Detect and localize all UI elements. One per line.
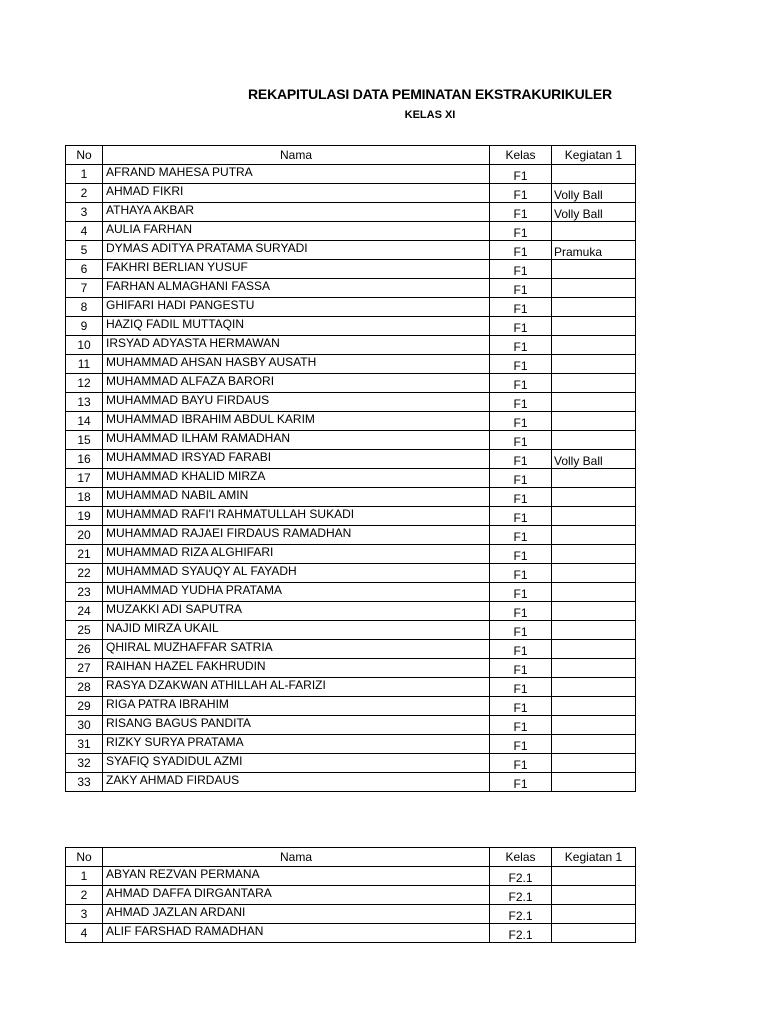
cell-no: 19 xyxy=(66,507,103,526)
header-kelas: Kelas xyxy=(490,146,552,165)
cell-no: 4 xyxy=(66,222,103,241)
cell-nama: ATHAYA AKBAR xyxy=(103,203,490,222)
table-header-row xyxy=(66,848,636,867)
cell-kegiatan xyxy=(552,469,636,488)
cell-kegiatan xyxy=(552,317,636,336)
cell-no: 8 xyxy=(66,298,103,317)
cell-no: 21 xyxy=(66,545,103,564)
cell-kelas: F1 xyxy=(490,564,552,583)
cell-nama: GHIFARI HADI PANGESTU xyxy=(103,298,490,317)
cell-nama: MUHAMMAD BAYU FIRDAUS xyxy=(103,393,490,412)
cell-kelas: F1 xyxy=(490,336,552,355)
cell-kelas: F1 xyxy=(490,241,552,260)
table-row xyxy=(66,507,636,526)
cell-nama: MUHAMMAD IBRAHIM ABDUL KARIM xyxy=(103,412,490,431)
table-row xyxy=(66,241,636,260)
cell-no: 13 xyxy=(66,393,103,412)
table-row xyxy=(66,602,636,621)
cell-kelas: F1 xyxy=(490,545,552,564)
cell-no: 6 xyxy=(66,260,103,279)
cell-kelas: F1 xyxy=(490,697,552,716)
cell-no: 14 xyxy=(66,412,103,431)
cell-kegiatan xyxy=(552,583,636,602)
cell-kelas: F1 xyxy=(490,412,552,431)
cell-kelas: F1 xyxy=(490,716,552,735)
cell-nama: HAZIQ FADIL MUTTAQIN xyxy=(103,317,490,336)
cell-kelas: F1 xyxy=(490,222,552,241)
cell-no: 25 xyxy=(66,621,103,640)
cell-kelas: F1 xyxy=(490,621,552,640)
table-row xyxy=(66,374,636,393)
cell-no: 20 xyxy=(66,526,103,545)
header-nama: Nama xyxy=(103,146,490,165)
cell-kegiatan xyxy=(552,412,636,431)
cell-kelas: F1 xyxy=(490,640,552,659)
cell-nama: MUHAMMAD RIZA ALGHIFARI xyxy=(103,545,490,564)
cell-kelas: F1 xyxy=(490,279,552,298)
cell-kelas: F1 xyxy=(490,754,552,773)
table-row xyxy=(66,886,636,905)
cell-kegiatan xyxy=(552,545,636,564)
table-row xyxy=(66,526,636,545)
table-row xyxy=(66,867,636,886)
cell-nama: MUHAMMAD AHSAN HASBY AUSATH xyxy=(103,355,490,374)
cell-nama: MUHAMMAD SYAUQY AL FAYADH xyxy=(103,564,490,583)
cell-kegiatan xyxy=(552,222,636,241)
cell-nama: MUHAMMAD KHALID MIRZA xyxy=(103,469,490,488)
table-row xyxy=(66,924,636,943)
cell-no: 18 xyxy=(66,488,103,507)
header-kelas: Kelas xyxy=(490,848,552,867)
table-row xyxy=(66,222,636,241)
table-row xyxy=(66,355,636,374)
table-row xyxy=(66,336,636,355)
cell-nama: RASYA DZAKWAN ATHILLAH AL-FARIZI xyxy=(103,678,490,697)
header-no: No xyxy=(66,146,103,165)
cell-kelas: F1 xyxy=(490,260,552,279)
cell-kegiatan xyxy=(552,526,636,545)
cell-no: 2 xyxy=(66,886,103,905)
cell-kegiatan xyxy=(552,640,636,659)
cell-kelas: F1 xyxy=(490,583,552,602)
cell-no: 22 xyxy=(66,564,103,583)
cell-nama: ZAKY AHMAD FIRDAUS xyxy=(103,773,490,792)
cell-kegiatan xyxy=(552,697,636,716)
cell-no: 17 xyxy=(66,469,103,488)
cell-no: 28 xyxy=(66,678,103,697)
document-title: REKAPITULASI DATA PEMINATAN EKSTRAKURIKULER xyxy=(248,86,612,102)
table-row xyxy=(66,905,636,924)
cell-kegiatan xyxy=(552,659,636,678)
table-row xyxy=(66,260,636,279)
cell-kelas: F1 xyxy=(490,602,552,621)
cell-kelas: F1 xyxy=(490,773,552,792)
cell-kelas: F1 xyxy=(490,203,552,222)
cell-kegiatan xyxy=(552,507,636,526)
table-row xyxy=(66,735,636,754)
cell-kegiatan xyxy=(552,374,636,393)
cell-nama: MUHAMMAD RAJAEI FIRDAUS RAMADHAN xyxy=(103,526,490,545)
cell-kegiatan xyxy=(552,678,636,697)
cell-nama: FAKHRI BERLIAN YUSUF xyxy=(103,260,490,279)
student-table-f2-1 xyxy=(65,847,636,943)
table-row xyxy=(66,412,636,431)
cell-kelas: F1 xyxy=(490,526,552,545)
cell-nama: ABYAN REZVAN PERMANA xyxy=(103,867,490,886)
cell-kegiatan: Pramuka xyxy=(552,241,636,260)
cell-kegiatan xyxy=(552,602,636,621)
cell-kelas: F2.1 xyxy=(490,886,552,905)
cell-kelas: F1 xyxy=(490,298,552,317)
cell-no: 15 xyxy=(66,431,103,450)
header-kegiatan: Kegiatan 1 xyxy=(552,848,636,867)
cell-no: 3 xyxy=(66,203,103,222)
cell-no: 23 xyxy=(66,583,103,602)
cell-no: 11 xyxy=(66,355,103,374)
cell-nama: MUHAMMAD NABIL AMIN xyxy=(103,488,490,507)
cell-kelas: F1 xyxy=(490,735,552,754)
cell-nama: AHMAD DAFFA DIRGANTARA xyxy=(103,886,490,905)
table-row xyxy=(66,488,636,507)
cell-kelas: F1 xyxy=(490,507,552,526)
cell-kegiatan xyxy=(552,621,636,640)
cell-no: 7 xyxy=(66,279,103,298)
cell-nama: QHIRAL MUZHAFFAR SATRIA xyxy=(103,640,490,659)
cell-nama: MUHAMMAD YUDHA PRATAMA xyxy=(103,583,490,602)
header-no: No xyxy=(66,848,103,867)
cell-kegiatan xyxy=(552,355,636,374)
cell-no: 9 xyxy=(66,317,103,336)
cell-no: 26 xyxy=(66,640,103,659)
cell-no: 2 xyxy=(66,184,103,203)
cell-kegiatan xyxy=(552,924,636,943)
cell-kelas: F1 xyxy=(490,678,552,697)
table-row xyxy=(66,393,636,412)
table-row xyxy=(66,317,636,336)
cell-kegiatan xyxy=(552,279,636,298)
cell-nama: AHMAD FIKRI xyxy=(103,184,490,203)
cell-kelas: F1 xyxy=(490,450,552,469)
table-row xyxy=(66,716,636,735)
cell-kegiatan xyxy=(552,336,636,355)
cell-kelas: F1 xyxy=(490,317,552,336)
cell-kelas: F2.1 xyxy=(490,905,552,924)
table-header-row xyxy=(66,146,636,165)
cell-kegiatan xyxy=(552,298,636,317)
cell-nama: MUHAMMAD IRSYAD FARABI xyxy=(103,450,490,469)
table-row xyxy=(66,773,636,792)
cell-no: 32 xyxy=(66,754,103,773)
cell-nama: ALIF FARSHAD RAMADHAN xyxy=(103,924,490,943)
cell-no: 31 xyxy=(66,735,103,754)
cell-no: 33 xyxy=(66,773,103,792)
table-row xyxy=(66,754,636,773)
cell-nama: RIZKY SURYA PRATAMA xyxy=(103,735,490,754)
header-kegiatan: Kegiatan 1 xyxy=(552,146,636,165)
cell-kegiatan xyxy=(552,564,636,583)
cell-kegiatan xyxy=(552,431,636,450)
cell-kegiatan xyxy=(552,773,636,792)
cell-kegiatan xyxy=(552,735,636,754)
table-row xyxy=(66,659,636,678)
cell-kelas: F1 xyxy=(490,488,552,507)
cell-nama: AHMAD JAZLAN ARDANI xyxy=(103,905,490,924)
cell-no: 3 xyxy=(66,905,103,924)
table-row xyxy=(66,203,636,222)
cell-nama: DYMAS ADITYA PRATAMA SURYADI xyxy=(103,241,490,260)
cell-nama: RISANG BAGUS PANDITA xyxy=(103,716,490,735)
cell-kelas: F2.1 xyxy=(490,924,552,943)
cell-nama: NAJID MIRZA UKAIL xyxy=(103,621,490,640)
table-row xyxy=(66,545,636,564)
cell-nama: FARHAN ALMAGHANI FASSA xyxy=(103,279,490,298)
cell-kegiatan xyxy=(552,393,636,412)
cell-nama: MUHAMMAD RAFI'I RAHMATULLAH SUKADI xyxy=(103,507,490,526)
table-row xyxy=(66,165,636,184)
cell-no: 16 xyxy=(66,450,103,469)
table-row xyxy=(66,564,636,583)
table-row xyxy=(66,678,636,697)
header-nama: Nama xyxy=(103,848,490,867)
cell-nama: MUHAMMAD ALFAZA BARORI xyxy=(103,374,490,393)
table-row xyxy=(66,583,636,602)
document-subtitle: KELAS XI xyxy=(404,109,456,121)
table-row xyxy=(66,469,636,488)
cell-no: 12 xyxy=(66,374,103,393)
cell-nama: MUHAMMAD ILHAM RAMADHAN xyxy=(103,431,490,450)
cell-kegiatan xyxy=(552,260,636,279)
cell-kegiatan xyxy=(552,905,636,924)
cell-kelas: F1 xyxy=(490,165,552,184)
table-row xyxy=(66,621,636,640)
cell-nama: AFRAND MAHESA PUTRA xyxy=(103,165,490,184)
table-row xyxy=(66,279,636,298)
cell-no: 5 xyxy=(66,241,103,260)
cell-kelas: F1 xyxy=(490,469,552,488)
table-row xyxy=(66,431,636,450)
cell-nama: MUZAKKI ADI SAPUTRA xyxy=(103,602,490,621)
table-row xyxy=(66,184,636,203)
cell-no: 10 xyxy=(66,336,103,355)
cell-no: 1 xyxy=(66,867,103,886)
cell-kelas: F1 xyxy=(490,184,552,203)
cell-no: 30 xyxy=(66,716,103,735)
cell-nama: RAIHAN HAZEL FAKHRUDIN xyxy=(103,659,490,678)
cell-no: 27 xyxy=(66,659,103,678)
cell-kelas: F1 xyxy=(490,431,552,450)
cell-kegiatan xyxy=(552,886,636,905)
cell-no: 4 xyxy=(66,924,103,943)
cell-kelas: F1 xyxy=(490,355,552,374)
cell-kegiatan xyxy=(552,488,636,507)
cell-kelas: F1 xyxy=(490,393,552,412)
cell-kelas: F2.1 xyxy=(490,867,552,886)
cell-kegiatan xyxy=(552,716,636,735)
cell-no: 29 xyxy=(66,697,103,716)
cell-nama: IRSYAD ADYASTA HERMAWAN xyxy=(103,336,490,355)
cell-kegiatan xyxy=(552,165,636,184)
cell-no: 1 xyxy=(66,165,103,184)
table-row xyxy=(66,697,636,716)
cell-kegiatan xyxy=(552,867,636,886)
cell-kegiatan xyxy=(552,754,636,773)
cell-kelas: F1 xyxy=(490,374,552,393)
cell-kegiatan: Volly Ball xyxy=(552,184,636,203)
table-row xyxy=(66,298,636,317)
table-row xyxy=(66,640,636,659)
cell-kelas: F1 xyxy=(490,659,552,678)
cell-kegiatan: Volly Ball xyxy=(552,450,636,469)
cell-nama: AULIA FARHAN xyxy=(103,222,490,241)
table-row xyxy=(66,450,636,469)
cell-nama: SYAFIQ SYADIDUL AZMI xyxy=(103,754,490,773)
student-table-f1 xyxy=(65,145,636,792)
cell-no: 24 xyxy=(66,602,103,621)
cell-kegiatan: Volly Ball xyxy=(552,203,636,222)
cell-nama: RIGA PATRA IBRAHIM xyxy=(103,697,490,716)
